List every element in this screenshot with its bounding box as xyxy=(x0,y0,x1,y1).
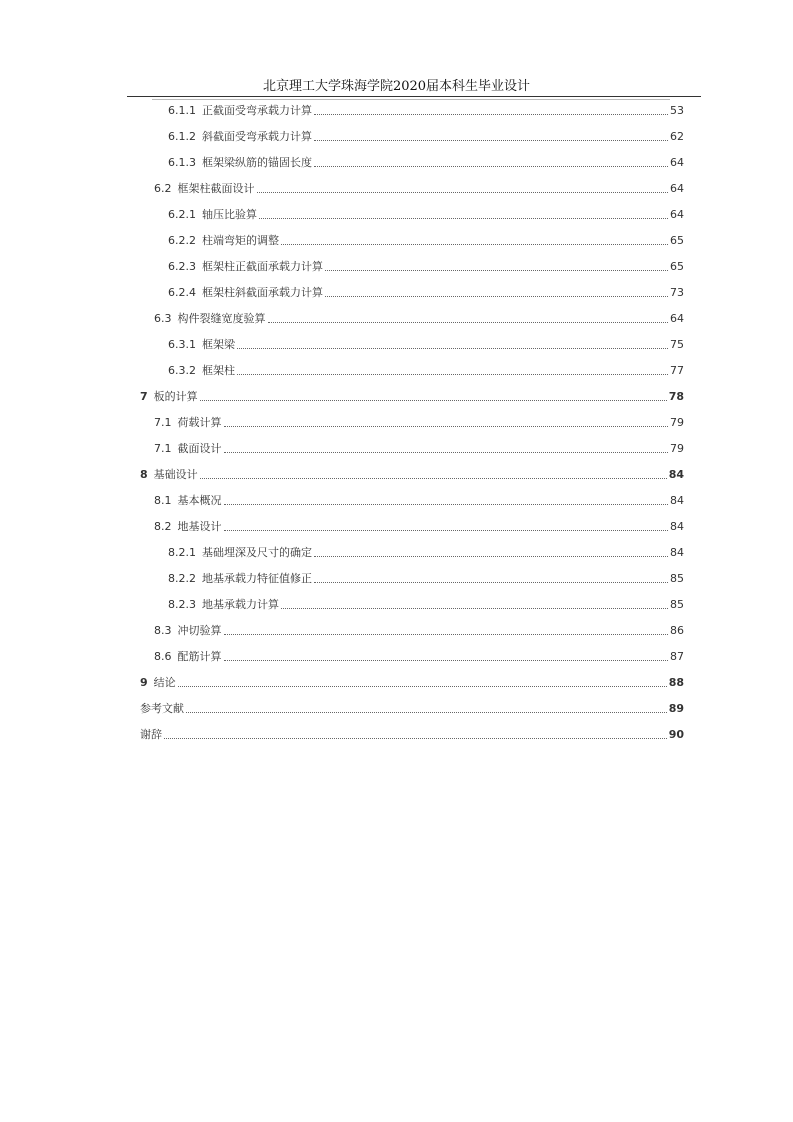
toc-entry-page: 84 xyxy=(670,520,684,533)
toc-entry-number: 6.1.3 xyxy=(168,156,196,169)
toc-entry-page: 88 xyxy=(668,676,684,689)
toc-entry-number: 8.2.2 xyxy=(168,572,196,585)
toc-entry-page: 85 xyxy=(670,572,684,585)
toc-entry[interactable] xyxy=(154,514,684,534)
toc-entry-number: 6.1.1 xyxy=(168,104,196,117)
toc-entry[interactable] xyxy=(140,696,684,716)
toc-entry-title: 基础埋深及尺寸的确定 xyxy=(202,546,312,559)
toc-entry[interactable] xyxy=(154,644,684,664)
toc-entry-title: 结论 xyxy=(153,676,176,689)
toc-entry-title: 斜截面受弯承载力计算 xyxy=(202,130,312,143)
toc-entry-title: 轴压比验算 xyxy=(202,208,257,221)
toc-leader-dots xyxy=(224,425,669,427)
toc-entry-number: 8.2.3 xyxy=(168,598,196,611)
toc-entry-page: 75 xyxy=(670,338,684,351)
toc-leader-dots xyxy=(268,321,669,323)
toc-entry-page: 86 xyxy=(670,624,684,637)
toc-entry-number: 6.2.4 xyxy=(168,286,196,299)
toc-entry-title: 荷载计算 xyxy=(177,416,222,429)
toc-leader-dots xyxy=(186,711,667,713)
toc-entry-title: 正截面受弯承载力计算 xyxy=(202,104,312,117)
toc-entry[interactable] xyxy=(168,566,684,586)
toc-entry[interactable] xyxy=(154,618,684,638)
toc-leader-dots xyxy=(200,477,667,479)
toc-entry[interactable] xyxy=(168,592,684,612)
toc-leader-dots xyxy=(224,529,669,531)
toc-entry-number: 6.1.2 xyxy=(168,130,196,143)
toc-entry-number: 8.3 xyxy=(154,624,172,637)
toc-entry-number: 7.1 xyxy=(154,442,172,455)
toc-leader-dots xyxy=(281,243,668,245)
toc-entry-number: 7.1 xyxy=(154,416,172,429)
toc-entry[interactable] xyxy=(168,228,684,248)
toc-leader-dots xyxy=(257,191,669,193)
toc-leader-dots xyxy=(325,269,668,271)
toc-entry-page: 62 xyxy=(670,130,684,143)
toc-entry[interactable] xyxy=(168,254,684,274)
toc-leader-dots xyxy=(281,607,668,609)
toc-entry[interactable] xyxy=(140,462,684,482)
toc-entry-page: 65 xyxy=(670,260,684,273)
header-rule xyxy=(127,96,701,97)
toc-leader-dots xyxy=(314,581,668,583)
toc-leader-dots xyxy=(314,165,668,167)
toc-entry[interactable] xyxy=(140,384,684,404)
toc-entry-page: 79 xyxy=(670,416,684,429)
toc-entry-title: 框架柱斜截面承载力计算 xyxy=(202,286,323,299)
toc-entry-page: 64 xyxy=(670,182,684,195)
toc-entry-title: 地基承载力计算 xyxy=(202,598,279,611)
toc-leader-dots xyxy=(314,139,668,141)
toc-entry-title: 框架梁纵筋的锚固长度 xyxy=(202,156,312,169)
toc-entry-page: 84 xyxy=(670,546,684,559)
toc-entry-number: 6.2.1 xyxy=(168,208,196,221)
toc-entry-title: 构件裂缝宽度验算 xyxy=(177,312,266,325)
toc-entry[interactable] xyxy=(154,410,684,430)
toc-entry-page: 64 xyxy=(670,208,684,221)
toc-leader-dots xyxy=(314,113,668,115)
toc-entry-number: 6.3.2 xyxy=(168,364,196,377)
toc-entry-page: 64 xyxy=(670,156,684,169)
toc-entry-number: 6.3.1 xyxy=(168,338,196,351)
toc-entry-number: 6.2 xyxy=(154,182,172,195)
toc-leader-dots xyxy=(237,373,668,375)
toc-entry[interactable] xyxy=(168,124,684,144)
toc-entry-number: 8.6 xyxy=(154,650,172,663)
toc-leader-dots xyxy=(325,295,668,297)
toc-entry-number: 8.1 xyxy=(154,494,172,507)
toc-entry-title: 基础设计 xyxy=(153,468,198,481)
toc-entry[interactable] xyxy=(168,540,684,560)
toc-entry[interactable] xyxy=(168,332,684,352)
toc-entry[interactable] xyxy=(168,202,684,222)
toc-entry-number: 6.2.2 xyxy=(168,234,196,247)
toc-leader-dots xyxy=(224,451,669,453)
toc-entry-page: 77 xyxy=(670,364,684,377)
toc-entry[interactable] xyxy=(168,280,684,300)
page-header: 北京理工大学珠海学院2020届本科生毕业设计 xyxy=(262,79,531,94)
toc-entry-title: 地基承载力特征值修正 xyxy=(202,572,312,585)
toc-entry-title: 板的计算 xyxy=(153,390,198,403)
toc-entry-number: 6.3 xyxy=(154,312,172,325)
toc-entry[interactable] xyxy=(154,176,684,196)
toc-entry-number: 8.2.1 xyxy=(168,546,196,559)
toc-entry[interactable] xyxy=(168,358,684,378)
toc-entry[interactable] xyxy=(154,488,684,508)
toc-entry-title: 谢辞 xyxy=(140,728,162,741)
toc-entry-title: 截面设计 xyxy=(177,442,222,455)
toc-leader-dots xyxy=(164,737,667,739)
toc-entry[interactable] xyxy=(140,670,684,690)
toc-entry[interactable] xyxy=(140,722,684,742)
toc-entry-page: 87 xyxy=(670,650,684,663)
toc-entry-page: 89 xyxy=(668,702,684,715)
toc-entry-number: 6.2.3 xyxy=(168,260,196,273)
toc-entry[interactable] xyxy=(168,98,684,118)
toc-entry-number: 8.2 xyxy=(154,520,172,533)
toc-entry-title: 柱端弯矩的调整 xyxy=(202,234,279,247)
toc-entry-page: 90 xyxy=(668,728,684,741)
toc-entry-page: 65 xyxy=(670,234,684,247)
toc-entry-title: 地基设计 xyxy=(177,520,222,533)
toc-entry-number: 9 xyxy=(140,676,148,689)
toc-leader-dots xyxy=(314,555,668,557)
toc-entry-page: 79 xyxy=(670,442,684,455)
toc-entry-number: 7 xyxy=(140,390,148,403)
toc-entry-title: 框架柱正截面承载力计算 xyxy=(202,260,323,273)
toc-leader-dots xyxy=(200,399,667,401)
toc-leader-dots xyxy=(178,685,667,687)
toc-entry-page: 53 xyxy=(670,104,684,117)
toc-entry-title: 框架柱截面设计 xyxy=(177,182,255,195)
toc-entry-title: 基本概况 xyxy=(177,494,222,507)
toc-entry-title: 框架柱 xyxy=(202,364,235,377)
toc-leader-dots xyxy=(259,217,668,219)
toc-entry-page: 64 xyxy=(670,312,684,325)
toc-entry-title: 参考文献 xyxy=(140,702,184,715)
toc-entry[interactable] xyxy=(154,436,684,456)
toc-leader-dots xyxy=(237,347,668,349)
toc-entry[interactable] xyxy=(154,306,684,326)
toc-leader-dots xyxy=(224,633,669,635)
toc-leader-dots xyxy=(224,659,669,661)
toc-entry-page: 78 xyxy=(668,390,684,403)
toc-entry[interactable] xyxy=(168,150,684,170)
toc-entry-page: 84 xyxy=(668,468,684,481)
toc-leader-dots xyxy=(224,503,669,505)
toc-entry-page: 84 xyxy=(670,494,684,507)
toc-entry-title: 框架梁 xyxy=(202,338,235,351)
toc-entry-number: 8 xyxy=(140,468,148,481)
toc-entry-page: 85 xyxy=(670,598,684,611)
toc-entry-page: 73 xyxy=(670,286,684,299)
toc-entry-title: 配筋计算 xyxy=(177,650,222,663)
toc-entry-title: 冲切验算 xyxy=(177,624,222,637)
